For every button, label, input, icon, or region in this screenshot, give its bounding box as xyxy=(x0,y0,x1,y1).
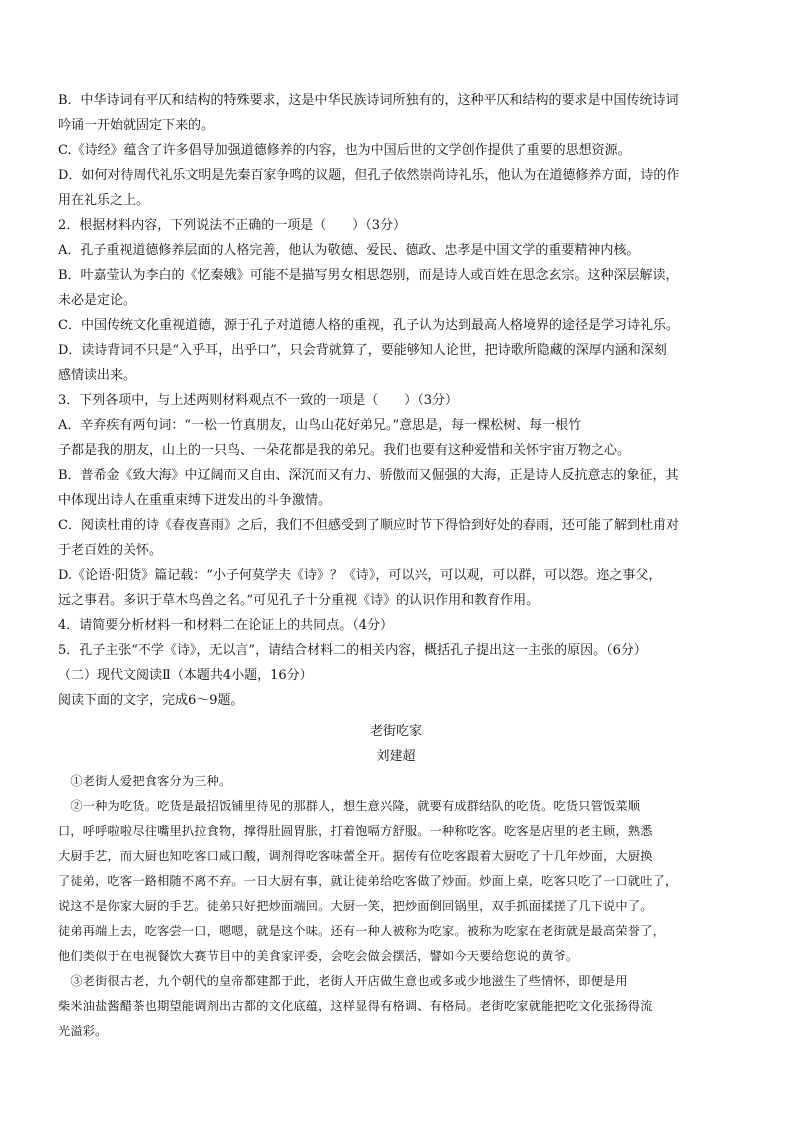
story-line: ②一种为吃货。吃货是最招饭铺里待见的那群人，想生意兴隆，就要有成群结队的吃货。吃货只管饭菜顺 xyxy=(58,799,641,813)
text-line: A．孔子重视道德修养层面的人格完善，他认为敬德、爱民、德政、忠孝是中国文学的重要精神内核。 xyxy=(58,243,640,258)
text-line: 吟诵一开始就固定下来的。 xyxy=(58,118,215,133)
text-line: C．中国传统文化重视道德，源于孔子对道德人格的重视，孔子认为达到最高人格境界的途径是学习诗礼乐。 xyxy=(58,318,679,333)
text-line: B．中华诗词有平仄和结构的特殊要求，这是中华民族诗词所独有的，这种平仄和结构的要求是中国传统诗词 xyxy=(58,93,679,108)
story-line: 他们类似于在电视餐饮大赛节目中的美食家评委，会吃会做会摆活，譬如今天要给您说的黄爷。 xyxy=(58,949,579,963)
story-line: 口，呼呼啦啦尽往嘴里扒拉食物，撑得肚圆胃胀，打着饱嗝方舒服。一种称吃客。吃客是店里的老主顾，熟悉 xyxy=(58,824,653,838)
text-line: D．如何对待周代礼乐文明是先秦百家争鸣的议题，但孔子依然崇尚诗礼乐，他认为在道德修养方面，诗的作 xyxy=(58,168,680,183)
story-line: 了徒弟，吃客一路相随不离不弃。一日大厨有事，就让徒弟给吃客做了炒面。炒面上桌，吃客只吃了一口就吐了， xyxy=(58,874,678,888)
text-line: 远之事君。多识于草木鸟兽之名。”可见孔子十分重视《诗》的认识作用和教育作用。 xyxy=(58,593,540,608)
text-line: 用在礼乐之上。 xyxy=(58,193,150,208)
question-4: 4．请简要分析材料一和材料二在论证上的共同点。（4分） xyxy=(58,618,394,633)
story-line: 徒弟再端上去，吃客尝一口，嗯嗯，就是这个味。还有一种人被称为吃家。被称为吃家在老街就是最高荣誉了， xyxy=(58,924,665,938)
story-line: 光溢彩。 xyxy=(58,1024,108,1038)
story-title: 老街吃家 xyxy=(369,724,422,739)
story-line: 大厨手艺，而大厨也知吃客口咸口酸，调剂得吃客味蕾全开。据传有位吃客跟着大厨吃了十几年炒面，大厨换 xyxy=(58,849,653,863)
story-author: 刘建超 xyxy=(376,749,416,764)
text-line: A．辛弃疾有两句词：“一松一竹真朋友，山鸟山花好弟兄。”意思是，每一棵松树、每一根竹 xyxy=(58,418,582,433)
text-line: D.《论语·阳货》篇记载：“小子何莫学夫《诗》？《诗》，可以兴，可以观，可以群，可以怨。迩之事父， xyxy=(58,568,662,583)
text-line: B．叶嘉莹认为李白的《忆秦娥》可能不是描写男女相思怨别，而是诗人或百姓在思念玄宗。这种深层解读， xyxy=(58,268,679,283)
story-line: ③老街很古老，九个朝代的皇帝都建都于此，老街人开店做生意也或多或少地滋生了些情怀，即便是用 xyxy=(58,974,628,988)
text-line: 子都是我的朋友，山上的一只鸟、一朵花都是我的弟兄。我们也要有这种爱惜和关怀宇宙万物之心。 xyxy=(58,443,631,458)
text-line: D．读诗背词不只是“入乎耳，出乎口”，只会背就算了，要能够知人论世，把诗歌所隐藏的深厚内涵和深刻 xyxy=(58,343,667,358)
story-line: 柴米油盐酱醋茶也期望能调剂出古都的文化底蕴，这样显得有格调、有格局。老街吃家就能把吃文化张扬得流 xyxy=(58,999,653,1013)
story-body xyxy=(58,769,734,1044)
story-line: ①老街人爱把食客分为三种。 xyxy=(58,774,232,788)
text-line: C.《诗经》蕴含了许多倡导加强道德修养的内容，也为中国后世的文学创作提供了重要的思想资源。 xyxy=(58,143,631,158)
text-line: C．阅读杜甫的诗《春夜喜雨》之后，我们不但感受到了顺应时节下得恰到好处的春雨，还可能了解到杜甫对 xyxy=(58,518,679,533)
text-line: 未必是定论。 xyxy=(58,293,137,308)
text-line: B．普希金《致大海》中辽阔而又自由、深沉而又有力、骄傲而又倔强的大海，正是诗人反抗意志的象征，其 xyxy=(58,468,679,483)
question-3: 3．下列各项中，与上述两则材料观点不一致的一项是（ ）（3分） xyxy=(58,393,459,408)
question-5: 5．孔子主张“不学《诗》，无以言”，请结合材料二的相关内容，概括孔子提出这一主张的原因。（6分） xyxy=(58,643,647,658)
question-2: 2．根据材料内容，下列说法不正确的一项是（ ）（3分） xyxy=(58,218,407,233)
text-line: 感情读出来。 xyxy=(58,368,137,383)
text-line: 于老百姓的关怀。 xyxy=(58,543,163,558)
questions-section xyxy=(58,88,734,713)
section-heading: （二）现代文阅读Ⅱ（本题共4小题，16分） xyxy=(58,668,313,683)
document-page xyxy=(58,88,734,1044)
instruction-line: 阅读下面的文字，完成6～9题。 xyxy=(58,693,244,708)
text-line: 中体现出诗人在重重束缚下迸发出的斗争激情。 xyxy=(58,493,332,508)
story-line: 说这不是你家大厨的手艺。徒弟只好把炒面端回。大厨一笑，把炒面倒回锅里，双手抓面揉搓了几下说中了。 xyxy=(58,899,653,913)
